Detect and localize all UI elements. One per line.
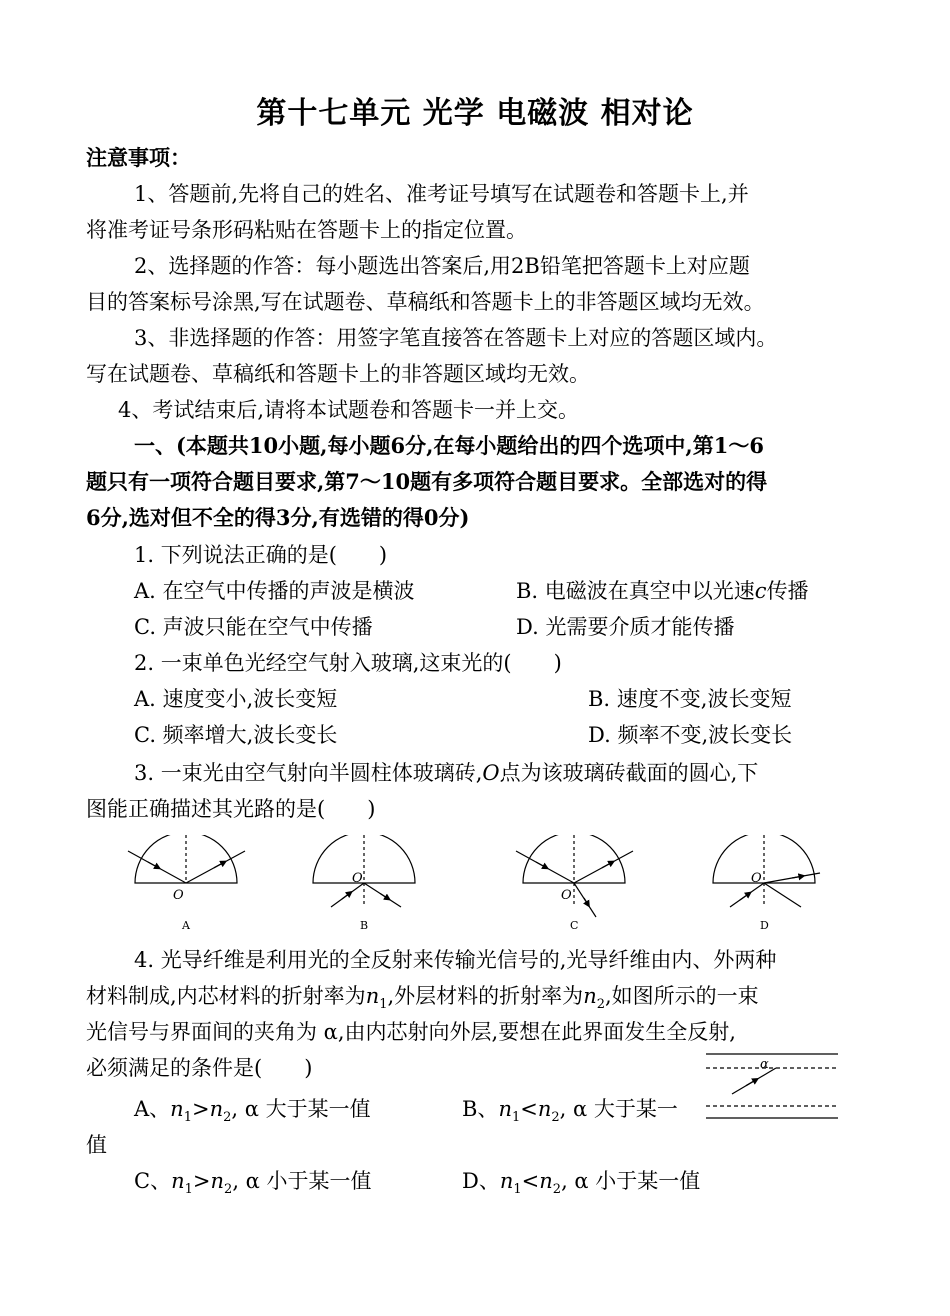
notice-line-1: 1、答题前,先将自己的姓名、准考证号填写在试题卷和答题卡上,并: [134, 182, 749, 206]
q4-b-tail: , α 大于某一: [559, 1097, 678, 1121]
q4-n1-sub: 1: [379, 997, 388, 1013]
notice-line-6: 写在试题卷、草稿纸和答题卡上的非答题区域均无效。: [86, 362, 590, 386]
q4-a-n2: n: [209, 1097, 224, 1121]
q2-option-a: A. 速度变小,波长变短: [134, 687, 338, 711]
notice-line-3: 2、选择题的作答：每小题选出答案后,用2B铅笔把答题卡上对应题: [134, 254, 750, 278]
q4-b-sub1: 1: [511, 1110, 521, 1126]
section-line-1: 一、(本题共10小题,每小题6分,在每小题给出的四个选项中,第1～6: [134, 433, 764, 458]
q3-fig-c-center: O: [561, 888, 572, 903]
notice-line-5: 3、非选择题的作答：用签字笔直接答在答题卡上对应的答题区域内。: [134, 326, 778, 350]
notice-line-2: 将准考证号条形码粘贴在答题卡上的指定位置。: [86, 218, 527, 242]
q4-c-rel: >: [192, 1169, 211, 1193]
q3-figure-a: [128, 835, 245, 883]
q4-option-c: [134, 1163, 372, 1208]
q3-figure-b: [313, 835, 415, 907]
q4-d-pre: D、: [462, 1169, 500, 1193]
q3-fig-label-d: D: [760, 919, 769, 932]
q3-fig-d-center: O: [751, 871, 762, 886]
q4-c-n2: n: [210, 1169, 225, 1193]
q4-b-n2: n: [537, 1097, 552, 1121]
q4-d-n1: n: [499, 1169, 514, 1193]
q4-c-pre: C、: [134, 1169, 172, 1193]
q4-b-pre: B、: [462, 1097, 499, 1121]
q2-option-b: B. 速度不变,波长变短: [588, 687, 792, 711]
q4-l2-b: ,外层材料的折射率为: [387, 984, 584, 1008]
q4-line-3: 光信号与界面间的夹角为 α,由内芯射向外层,要想在此界面发生全反射,: [86, 1020, 736, 1044]
notice-line-7: 4、考试结束后,请将本试题卷和答题卡一并上交。: [118, 398, 580, 422]
q3-fig-a-center: O: [173, 888, 184, 903]
q1-option-b: [516, 573, 809, 609]
q4-option-a: [134, 1091, 371, 1136]
q3-fig-b-center: O: [352, 871, 363, 886]
q4-line-1: 4. 光导纤维是利用光的全反射来传输光信号的,光导纤维由内、外两种: [134, 948, 777, 972]
notice-line-4: 目的答案标号涂黑,写在试题卷、草稿纸和答题卡上的非答题区域均无效。: [86, 290, 765, 314]
q4-b-sub2: 2: [551, 1110, 560, 1126]
q4-l2-c: ,如图所示的一束: [605, 984, 759, 1008]
q1-option-c: C. 声波只能在空气中传播: [134, 615, 373, 639]
q4-n2: n: [583, 984, 597, 1008]
q4-n1: n: [365, 984, 380, 1008]
q2-option-c: C. 频率增大,波长变长: [134, 723, 338, 747]
q4-line-4: 必须满足的条件是( ): [86, 1056, 313, 1080]
q2-option-d: D. 频率不变,波长变长: [588, 723, 793, 747]
q1-option-a: A. 在空气中传播的声波是横波: [134, 579, 415, 603]
q4-fiber-figure: [706, 1050, 838, 1124]
q4-a-sub2: 2: [223, 1110, 232, 1126]
q3-fig-label-c: C: [570, 919, 579, 932]
q4-a-n1: n: [170, 1097, 184, 1121]
q3-stem-line-2: 图能正确描述其光路的是( ): [86, 797, 376, 821]
q3-stem-a: 3. 一束光由空气射向半圆柱体玻璃砖,: [134, 761, 483, 785]
q4-c-n1: n: [171, 1169, 185, 1193]
q1-option-d: D. 光需要介质才能传播: [516, 615, 735, 639]
q4-option-b-wrap: 值: [86, 1133, 107, 1157]
q4-option-d: [462, 1163, 700, 1208]
section-line-3: 6分,选对但不全的得3分,有选错的得0分): [86, 505, 470, 530]
section-line-2: 题只有一项符合题目要求,第7～10题有多项符合题目要求。全部选对的得: [86, 469, 768, 494]
q4-c-tail: , α 小于某一值: [232, 1169, 372, 1193]
q4-option-b: [462, 1091, 678, 1136]
q3-figure-c: [516, 835, 633, 917]
q4-n2-sub: 2: [596, 997, 605, 1013]
q4-d-sub1: 1: [513, 1182, 522, 1198]
q3-fig-label-b: B: [360, 919, 369, 932]
q3-stem-line-1: [134, 755, 758, 791]
q4-a-rel: >: [191, 1097, 210, 1121]
q4-fig-angle: α: [760, 1057, 769, 1072]
q4-l2-a: 材料制成,内芯材料的折射率为: [86, 984, 366, 1008]
q4-c-sub2: 2: [224, 1182, 233, 1198]
q1-stem: 1. 下列说法正确的是( ): [134, 543, 388, 567]
q4-c-sub1: 1: [184, 1182, 193, 1198]
q4-d-rel: <: [521, 1169, 540, 1193]
q4-d-sub2: 2: [552, 1182, 562, 1198]
q4-d-tail: , α 小于某一值: [561, 1169, 701, 1193]
page-title: 第十七单元 光学 电磁波 相对论: [256, 96, 694, 131]
q1-option-b-text: B. 电磁波在真空中以光速: [516, 579, 755, 603]
q1-option-b-var: c: [754, 579, 767, 603]
q3-stem-var: O: [482, 761, 500, 785]
q4-a-pre: A、: [134, 1097, 171, 1121]
q3-stem-b: 点为该玻璃砖截面的圆心,下: [499, 761, 759, 785]
q3-fig-label-a: A: [182, 919, 190, 932]
q1-option-b-tail: 传播: [766, 579, 809, 603]
q3-figure-d: [713, 835, 820, 907]
q2-stem: 2. 一束单色光经空气射入玻璃,这束光的( ): [134, 651, 562, 675]
q4-d-n2: n: [539, 1169, 553, 1193]
q4-b-rel: <: [520, 1097, 538, 1121]
q4-a-tail: , α 大于某一值: [231, 1097, 371, 1121]
q4-a-sub1: 1: [183, 1110, 192, 1126]
q3-figures: [118, 835, 838, 935]
notice-heading: 注意事项：: [86, 145, 191, 170]
q4-b-n1: n: [498, 1097, 512, 1121]
